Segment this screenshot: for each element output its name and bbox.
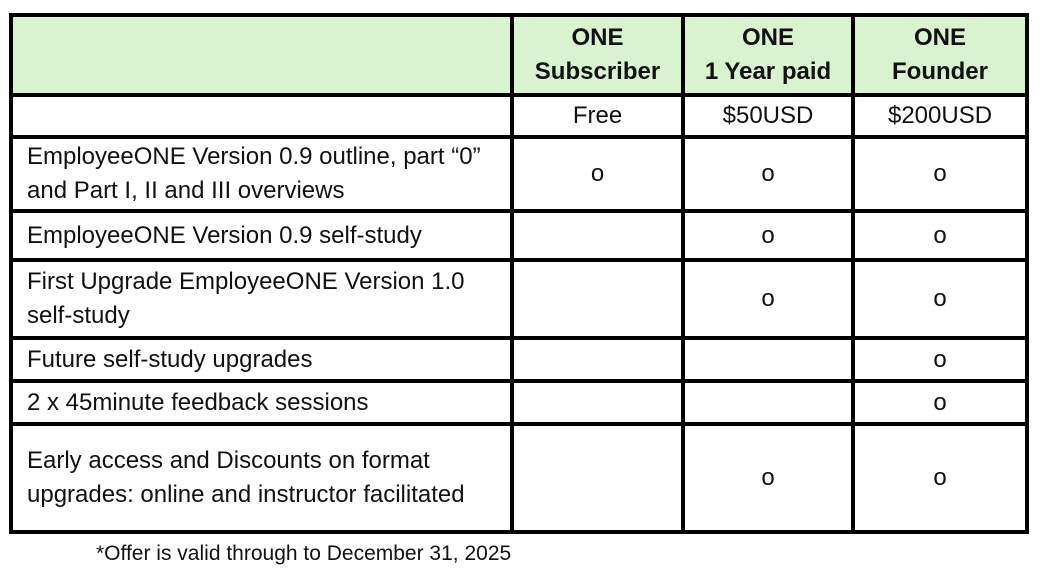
included-mark — [512, 211, 683, 260]
table-row — [11, 211, 1027, 260]
plan-header-line: Subscriber — [534, 58, 661, 85]
feature-label: EmployeeONE Version 0.9 outline, part “0” and Part I, II and III overviews — [11, 137, 512, 211]
feature-column-header — [11, 15, 512, 95]
price-row — [11, 95, 1027, 137]
included-mark: o — [853, 381, 1027, 424]
included-mark: o — [683, 137, 853, 211]
table-row — [11, 260, 1027, 338]
included-mark: o — [512, 137, 683, 211]
price-1-year-paid: $50USD — [683, 95, 853, 137]
feature-label: EmployeeONE Version 0.9 self-study — [11, 211, 512, 260]
included-mark: o — [853, 137, 1027, 211]
plan-header-line: ONE — [741, 24, 794, 51]
table-row — [11, 137, 1027, 211]
included-mark: o — [683, 424, 853, 532]
included-mark — [512, 424, 683, 532]
price-subscriber: Free — [512, 95, 683, 137]
included-mark — [512, 260, 683, 338]
table-row — [11, 381, 1027, 424]
included-mark — [512, 381, 683, 424]
plan-header-subscriber — [512, 15, 683, 95]
feature-label: Future self-study upgrades — [11, 338, 512, 381]
offer-footnote: *Offer is valid through to December 31, 2025 — [96, 542, 512, 565]
included-mark: o — [853, 338, 1027, 381]
included-mark — [683, 381, 853, 424]
plan-header-line: ONE — [571, 24, 624, 51]
table-row — [11, 424, 1027, 532]
included-mark: o — [683, 211, 853, 260]
plan-header-row — [11, 15, 1027, 95]
included-mark — [512, 338, 683, 381]
pricing-comparison-table — [9, 13, 1029, 534]
included-mark: o — [853, 260, 1027, 338]
included-mark: o — [853, 211, 1027, 260]
plan-header-founder — [853, 15, 1027, 95]
feature-label: Early access and Discounts on format upgrades: online and instructor facilitated — [11, 424, 512, 532]
feature-label: First Upgrade EmployeeONE Version 1.0 self-study — [11, 260, 512, 338]
included-mark: o — [853, 424, 1027, 532]
plan-header-line: ONE — [913, 24, 966, 51]
included-mark: o — [683, 260, 853, 338]
feature-label: 2 x 45minute feedback sessions — [11, 381, 512, 424]
plan-header-line: Founder — [892, 58, 988, 85]
price-row-label — [11, 95, 512, 137]
table-row — [11, 338, 1027, 381]
price-founder: $200USD — [853, 95, 1027, 137]
included-mark — [683, 338, 853, 381]
plan-header-line: 1 Year paid — [704, 58, 832, 85]
plan-header-1-year-paid — [683, 15, 853, 95]
